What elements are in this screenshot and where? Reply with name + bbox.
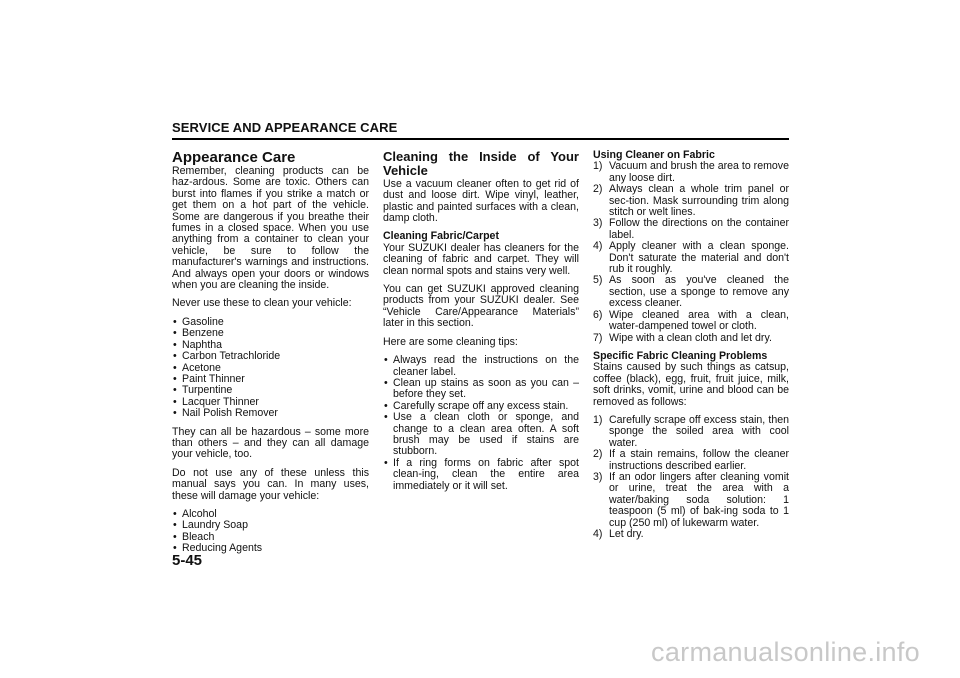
fabric-carpet-subheading: Cleaning Fabric/Carpet xyxy=(383,230,499,243)
cleaning-tips-list xyxy=(383,355,579,492)
cleaning-inside-intro-text: Use a vacuum cleaner often to get rid of dust and loose dirt. Wipe vinyl, leather, plastic and painted surfaces with a clean, damp cloth. xyxy=(383,177,579,225)
fabric-carpet-paragraph xyxy=(383,231,579,277)
step-number: 2) xyxy=(593,448,603,461)
step-number: 4) xyxy=(593,528,603,540)
column-cleaning-inside xyxy=(383,150,579,499)
step-number: 1) xyxy=(593,160,603,173)
column-appearance-care xyxy=(172,150,369,562)
specific-problems-paragraph xyxy=(593,351,789,408)
step-text: Always clean a whole trim panel or sec-tion. Mask surrounding trim along stitch or welt lines. xyxy=(609,183,789,219)
list-item: • Benzene xyxy=(172,328,369,339)
manual-text: Do not use any of these unless this manual says you can. In many uses, these will damage your vehicle: xyxy=(172,466,369,502)
step-text: Apply cleaner with a clean sponge. Don't saturate the material and don't rub it roughly. xyxy=(609,240,789,276)
step-item xyxy=(593,218,789,241)
header-rule xyxy=(172,138,789,140)
step-item xyxy=(593,472,789,529)
step-number: 3) xyxy=(593,470,603,483)
step-item xyxy=(593,161,789,184)
cleaning-tips-intro: Here are some cleaning tips: xyxy=(383,335,518,348)
appearance-care-intro xyxy=(172,150,369,291)
specific-problems-steps xyxy=(593,415,789,540)
list-item: • Naphtha xyxy=(172,340,369,351)
step-item xyxy=(593,529,789,540)
step-text: Carefully scrape off excess stain, then sponge the soiled area with cool water. xyxy=(609,413,789,449)
step-number: 7) xyxy=(593,331,603,344)
step-item xyxy=(593,275,789,309)
damage-list xyxy=(172,509,369,555)
list-item: • Carbon Tetrachloride xyxy=(172,351,369,362)
step-number: 5) xyxy=(593,274,603,287)
step-text: As soon as you've cleaned the section, use a sponge to remove any excess cleaner. xyxy=(609,274,789,310)
specific-problems-subheading: Specific Fabric Cleaning Problems xyxy=(593,349,768,362)
step-item xyxy=(593,241,789,275)
hazard-text: They can all be hazardous – some more than others – and they can all damage your vehicle, too. xyxy=(172,425,369,461)
list-item: • Reducing Agents xyxy=(172,543,369,554)
step-item xyxy=(593,310,789,333)
list-item: • Nail Polish Remover xyxy=(172,408,369,419)
never-use-list xyxy=(172,317,369,420)
fabric-carpet-text: Your SUZUKI dealer has cleaners for the cleaning of fabric and carpet. They will clean normal spots and stains very well. xyxy=(383,241,579,277)
list-item: • Lacquer Thinner xyxy=(172,397,369,408)
list-item: • Acetone xyxy=(172,363,369,374)
list-item: • If a ring forms on fabric after spot clean-ing, clean the entire area immediately or it will set. xyxy=(383,458,579,492)
using-cleaner-steps xyxy=(593,161,789,344)
specific-problems-text: Stains caused by such things as catsup, coffee (black), egg, fruit, fruit juice, milk, soft drinks, vomit, urine and blood can be removed as follows: xyxy=(593,361,789,408)
column-using-cleaner xyxy=(593,150,789,547)
list-item: • Use a clean cloth or sponge, and change to a clean area often. A soft brush may be used if stains are stubborn. xyxy=(383,412,579,458)
step-item xyxy=(593,184,789,218)
page-number: 5-45 xyxy=(172,552,203,569)
list-item: • Paint Thinner xyxy=(172,374,369,385)
cleaning-inside-heading: Cleaning the Inside of Your Vehicle xyxy=(383,149,579,179)
section-title: SERVICE AND APPEARANCE CARE xyxy=(172,120,398,135)
step-number: 3) xyxy=(593,217,603,230)
step-item xyxy=(593,415,789,449)
step-text: Vacuum and brush the area to remove any loose dirt. xyxy=(609,160,790,184)
approved-products-text: You can get SUZUKI approved cleaning products from your SUZUKI dealer. See “Vehicle Care/Appearance Materials” later in this section. xyxy=(383,283,579,330)
appearance-care-heading: Appearance Care xyxy=(172,149,296,166)
watermark: carmanualsonline.info xyxy=(651,637,920,667)
list-item: • Turpentine xyxy=(172,385,369,396)
never-use-text: Never use these to clean your vehicle: xyxy=(172,297,352,310)
step-text: Wipe with a clean cloth and let dry. xyxy=(609,331,772,344)
step-item xyxy=(593,449,789,472)
using-cleaner-subheading: Using Cleaner on Fabric xyxy=(593,149,715,161)
list-item: • Gasoline xyxy=(172,317,369,328)
step-number: 1) xyxy=(593,413,603,426)
appearance-care-intro-text: Remember, cleaning products can be haz-ardous. Some are toxic. Others can burst into flames if you strike a match or get them on a hot part of the vehicle. Some are dangerous if you breathe their fumes in a closed space. When you use anything from a container to clean your vehicle, be sure to follow the manufacturer's warnings and instructions. And always open your doors or windows when you are cleaning the inside. xyxy=(172,165,369,292)
step-number: 2) xyxy=(593,183,603,196)
step-text: If a stain remains, follow the cleaner instructions described earlier. xyxy=(609,448,789,472)
cleaning-inside-intro xyxy=(383,150,579,224)
step-text: Wipe cleaned area with a clean, water-dampened towel or cloth. xyxy=(609,308,789,333)
list-item: • Carefully scrape off any excess stain. xyxy=(383,401,579,412)
step-text: Let dry. xyxy=(609,528,644,540)
step-number: 6) xyxy=(593,308,603,321)
step-item xyxy=(593,333,789,344)
list-item: • Clean up stains as soon as you can – before they set. xyxy=(383,378,579,401)
step-text: If an odor lingers after cleaning vomit or urine, treat the area with a water/baking soda solution: 1 teaspoon (5 ml) of bak-ing soda to 1 cup (250 ml) of lukewarm water. xyxy=(609,470,789,529)
list-item: • Bleach xyxy=(172,532,369,543)
step-number: 4) xyxy=(593,240,603,253)
list-item: • Alcohol xyxy=(172,509,369,520)
step-text: Follow the directions on the container label. xyxy=(609,217,789,241)
list-item: • Always read the instructions on the cleaner label. xyxy=(383,355,579,378)
list-item: • Laundry Soap xyxy=(172,520,369,531)
